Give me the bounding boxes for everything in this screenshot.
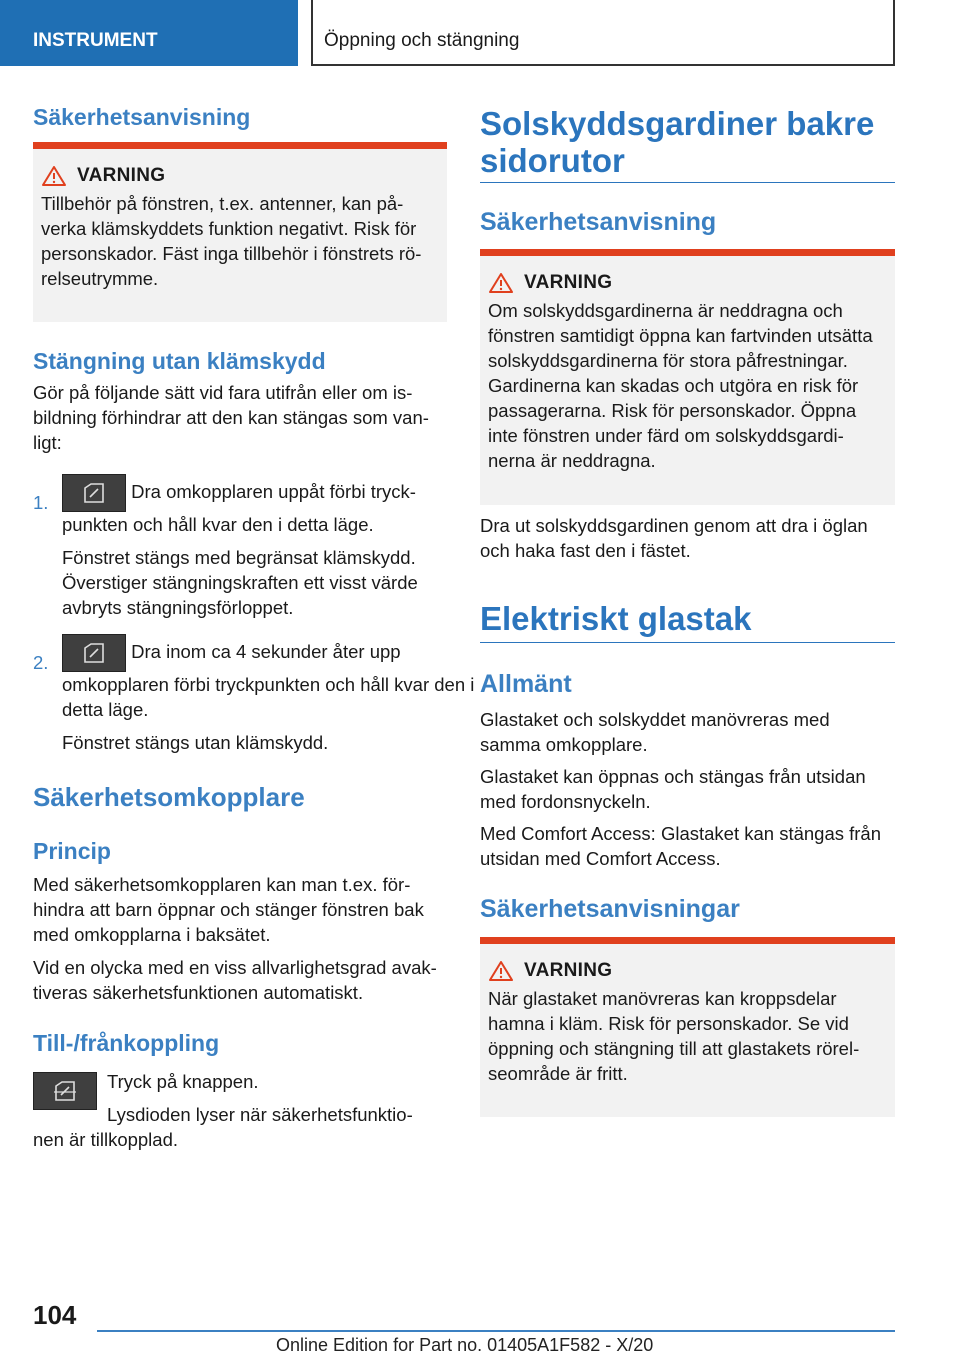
closing-heading: Stängning utan klämskydd — [33, 348, 326, 374]
general-text-3: Med Comfort Access: Glastaket kan stängas från utsidan med Comfort Access. — [480, 823, 882, 869]
warning-box — [480, 937, 895, 1117]
step-1-text: Dra omkopplaren uppåt förbi tryck-punkten och håll kvar den i detta läge. — [62, 480, 416, 535]
step-1-note: Fönstret stängs med begränsat klämskydd. Överstiger stängningskraften ett visst värde avbryts stängningsförloppet. — [62, 547, 418, 618]
warning-text: När glastaket manövreras kan kroppsdelar hamna i kläm. Risk för personskador. Se vid öppning och stängning till att glastakets rörel-seområde är fritt. — [488, 988, 860, 1084]
safety-heading: Säkerhetsanvisning — [33, 104, 251, 130]
warning-header — [488, 960, 887, 982]
warning-box — [480, 249, 895, 505]
warning-triangle-icon — [488, 960, 514, 982]
onoff-heading: Till-/frånkoppling — [33, 1030, 220, 1056]
closing-intro: Gör på följande sätt vid fara utifrån eller om is-bildning förhindrar att den kan stängas som van-ligt: — [33, 382, 429, 453]
safety-switch-icon — [33, 1072, 97, 1110]
warning-text: Om solskyddsgardinerna är neddragna och fönstren samtidigt öppna kan fartvinden utsätta solskyddsgardinerna för stora påfrestningar. Gardinerna kan skadas och utgöra en risk för passagerarna. Risk för personskador. Öppna inte fönstren under färd om solskyddsgardi-nerna är neddragna. — [488, 300, 873, 471]
page-number: 104 — [33, 1300, 77, 1330]
warning-title: VARNING — [77, 165, 166, 186]
footer-divider — [97, 1330, 895, 1332]
safety-notes-heading: Säkerhetsanvisningar — [480, 895, 740, 923]
onoff-text-1: Tryck på knappen. — [107, 1071, 259, 1092]
step-2-note: Fönstret stängs utan klämskydd. — [62, 732, 329, 753]
warning-triangle-icon — [41, 165, 67, 187]
warning-header — [488, 272, 887, 294]
sunblinds-heading: Solskyddsgardiner bakre sidorutor — [480, 105, 875, 179]
step-text — [62, 634, 476, 722]
step-1 — [33, 474, 476, 620]
section-tab: INSTRUMENT — [0, 0, 298, 66]
window-switch-icon — [62, 474, 126, 512]
warning-title: VARNING — [524, 960, 613, 981]
divider — [480, 182, 895, 183]
general-text-1: Glastaket och solskyddet manövreras med samma omkopplare. — [480, 709, 830, 755]
step-2-text: Dra inom ca 4 sekunder åter upp omkopplaren förbi tryckpunkten och håll kvar den i detta läge. — [62, 640, 475, 720]
sunroof-heading: Elektriskt glastak — [480, 600, 752, 637]
principle-text-2: Vid en olycka med en viss allvarlighetsgrad avak-tiveras säkerhetsfunktionen automatiskt. — [33, 957, 437, 1003]
step-2 — [33, 634, 476, 755]
edition-text: Online Edition for Part no. 01405A1F582 - X/20 — [276, 1335, 654, 1355]
principle-text-1: Med säkerhetsomkopplaren kan man t.ex. för-hindra att barn öppnar och stänger fönstren bak med omkopplarna i baksätet. — [33, 874, 424, 945]
warning-triangle-icon — [488, 272, 514, 294]
warning-box — [33, 142, 447, 322]
blind-text: Dra ut solskyddsgardinen genom att dra i öglan och haka fast den i fästet. — [480, 515, 868, 561]
onoff-text-2a: Lysdioden lyser när säkerhetsfunktio- — [107, 1104, 413, 1125]
step-text — [62, 474, 476, 537]
step-number: 1. — [33, 492, 49, 513]
chapter-title: Öppning och stängning — [311, 0, 895, 66]
warning-text: Tillbehör på fönstren, t.ex. antenner, kan på-verka klämskyddets funktion negativt. Risk för personskador. Fäst inga tillbehör i fönstrets rö-relseutrymme. — [41, 193, 422, 289]
window-switch-icon — [62, 634, 126, 672]
warning-title: VARNING — [524, 272, 613, 293]
onoff-text-2b: nen är tillkopplad. — [33, 1129, 179, 1150]
divider — [480, 642, 895, 643]
principle-heading: Princip — [33, 838, 111, 864]
safety-heading: Säkerhetsanvisning — [480, 208, 717, 236]
general-heading: Allmänt — [480, 670, 572, 698]
page-header — [0, 0, 960, 66]
step-number: 2. — [33, 652, 49, 673]
safety-switch-heading: Säkerhetsomkopplare — [33, 782, 305, 812]
general-text-2: Glastaket kan öppnas och stängas från utsidan med fordonsnyckeln. — [480, 766, 866, 812]
warning-header — [41, 165, 439, 187]
